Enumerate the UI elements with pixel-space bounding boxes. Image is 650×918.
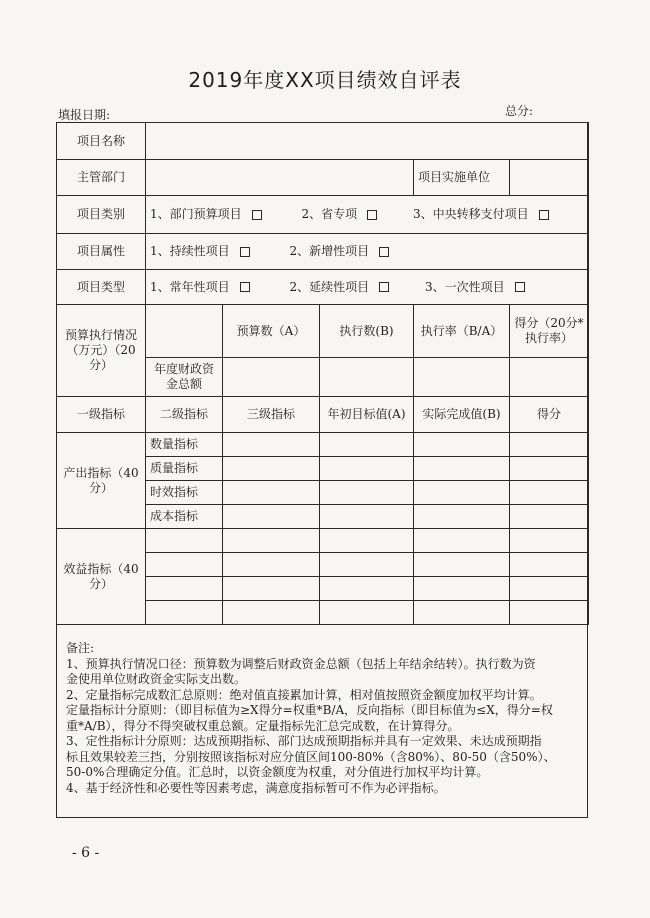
type-option-1-label: 1、常年性项目 xyxy=(150,279,230,294)
benefit-cell[interactable] xyxy=(414,601,510,625)
attribute-option-1[interactable] xyxy=(150,244,254,259)
output-item-quantity: 数量指标 xyxy=(146,433,223,457)
benefit-cell[interactable] xyxy=(320,601,414,625)
output-cell[interactable] xyxy=(223,505,320,529)
output-cell[interactable] xyxy=(223,481,320,505)
notes-line: 标且效果较差三挡，分别按照该指标对应分值区间100-80%（含80%）、80-50（含50%）、 xyxy=(66,749,556,764)
checkbox-icon[interactable] xyxy=(240,282,250,292)
category-option-2-label: 2、省专项 xyxy=(301,207,358,221)
benefit-cell[interactable] xyxy=(414,577,510,601)
benefit-cell[interactable] xyxy=(146,553,223,577)
budget-header-blank xyxy=(146,305,223,358)
project-attribute-options xyxy=(146,234,589,270)
output-item-cost: 成本指标 xyxy=(146,505,223,529)
budget-col-score: 得分（20分*执行率） xyxy=(510,305,589,358)
output-cell[interactable] xyxy=(223,457,320,481)
row-project-attribute xyxy=(57,234,589,270)
annual-fund-label: 年度财政资金总额 xyxy=(146,358,223,397)
category-option-2[interactable] xyxy=(301,207,381,222)
output-cell[interactable] xyxy=(510,481,589,505)
indicator-col-level2: 二级指标 xyxy=(146,397,223,433)
budget-col-b: 执行数(B) xyxy=(320,305,414,358)
notes-section xyxy=(66,641,582,796)
output-cell[interactable] xyxy=(414,433,510,457)
benefit-indicator-label: 效益指标（40分） xyxy=(57,529,146,625)
output-cell[interactable] xyxy=(223,433,320,457)
benefit-cell[interactable] xyxy=(146,529,223,553)
benefit-cell[interactable] xyxy=(320,553,414,577)
output-cell[interactable] xyxy=(320,433,414,457)
notes-title: 备注: xyxy=(66,641,95,655)
project-type-label: 项目类型 xyxy=(57,270,146,305)
row-project-type xyxy=(57,270,589,305)
row-output-1 xyxy=(57,433,589,457)
project-name-label: 项目名称 xyxy=(57,123,146,160)
total-score-label: 总分: xyxy=(505,104,534,118)
checkbox-icon[interactable] xyxy=(252,210,262,220)
output-indicator-label: 产出指标（40分） xyxy=(57,433,146,529)
notes-line: 定量指标计分原则：（即目标值为≥X得分=权重*B/A，反向指标（即目标值为≤X，得分=权 xyxy=(66,703,553,717)
output-item-quality: 质量指标 xyxy=(146,457,223,481)
self-evaluation-table xyxy=(56,122,589,625)
indicator-col-level3: 三级指标 xyxy=(223,397,320,433)
benefit-cell[interactable] xyxy=(414,529,510,553)
row-project-category xyxy=(57,196,589,234)
attribute-option-2[interactable] xyxy=(289,244,393,259)
row-indicator-header xyxy=(57,397,589,433)
category-option-1-label: 1、部门预算项目 xyxy=(150,207,242,221)
budget-a-value[interactable] xyxy=(223,358,320,397)
implementing-unit-value[interactable] xyxy=(510,160,589,196)
implementing-unit-label: 项目实施单位 xyxy=(414,160,510,196)
budget-col-rate: 执行率（B/A） xyxy=(414,305,510,358)
category-option-3[interactable] xyxy=(413,207,553,222)
form-title: 2019年度XX项目绩效自评表 xyxy=(188,68,462,92)
notes-line: 2、定量指标完成数汇总原则：绝对值直接累加计算，相对值按照资金额度加权平均计算。 xyxy=(66,687,542,702)
department-label: 主管部门 xyxy=(57,160,146,196)
project-category-label: 项目类别 xyxy=(57,196,146,234)
indicator-col-actual: 实际完成值(B) xyxy=(414,397,510,433)
benefit-cell[interactable] xyxy=(414,553,510,577)
benefit-cell[interactable] xyxy=(223,529,320,553)
notes-line: 3、定性指标计分原则：达成预期指标、部门达成预期指标并具有一定效果、未达成预期指 xyxy=(66,734,542,748)
budget-execution-label: 预算执行情况（万元）（20分） xyxy=(57,305,146,397)
benefit-cell[interactable] xyxy=(510,601,589,625)
notes-line: 50-0%合理确定分值。汇总时，以资金额度为权重，对分值进行加权平均计算。 xyxy=(66,765,489,779)
category-option-3-label: 3、中央转移支付项目 xyxy=(412,207,529,221)
benefit-cell[interactable] xyxy=(223,577,320,601)
type-option-3-label: 3、一次性项目 xyxy=(424,279,505,294)
output-cell[interactable] xyxy=(510,457,589,481)
benefit-cell[interactable] xyxy=(223,601,320,625)
indicator-col-target: 年初目标值(A) xyxy=(320,397,414,433)
benefit-cell[interactable] xyxy=(146,601,223,625)
project-attribute-label: 项目属性 xyxy=(57,234,146,270)
project-category-options xyxy=(146,196,589,234)
attribute-option-2-label: 2、新增性项目 xyxy=(289,244,370,258)
benefit-cell[interactable] xyxy=(510,529,589,553)
page-number: - 6 - xyxy=(72,845,100,861)
type-option-3[interactable] xyxy=(425,280,529,295)
output-cell[interactable] xyxy=(510,433,589,457)
checkbox-icon[interactable] xyxy=(515,282,525,292)
notes-line: 1、预算执行情况口径：预算数为调整后财政资金总额（包括上年结余结转）。执行数为资 xyxy=(66,656,536,671)
output-cell[interactable] xyxy=(510,505,589,529)
budget-rate-value[interactable] xyxy=(414,358,510,397)
output-cell[interactable] xyxy=(320,457,414,481)
checkbox-icon[interactable] xyxy=(240,247,250,257)
benefit-cell[interactable] xyxy=(146,577,223,601)
checkbox-icon[interactable] xyxy=(379,282,389,292)
type-option-2[interactable] xyxy=(289,280,393,295)
checkbox-icon[interactable] xyxy=(367,210,377,220)
type-option-1[interactable] xyxy=(150,280,254,295)
row-project-name xyxy=(57,123,589,160)
budget-col-a: 预算数（A） xyxy=(223,305,320,358)
output-cell[interactable] xyxy=(414,457,510,481)
project-name-value[interactable] xyxy=(146,123,589,160)
budget-b-value[interactable] xyxy=(320,358,414,397)
benefit-cell[interactable] xyxy=(223,553,320,577)
indicator-col-score: 得分 xyxy=(510,397,589,433)
indicator-col-level1: 一级指标 xyxy=(57,397,146,433)
notes-line: 重*A/B），得分不得突破权重总额。定量指标先汇总完成数，在计算得分。 xyxy=(66,718,460,733)
notes-line: 金使用单位财政资金实际支出数。 xyxy=(66,672,247,686)
benefit-cell[interactable] xyxy=(510,577,589,601)
type-option-2-label: 2、延续性项目 xyxy=(289,279,370,294)
checkbox-icon[interactable] xyxy=(379,247,389,257)
output-item-timeliness: 时效指标 xyxy=(146,481,223,505)
row-benefit-1 xyxy=(57,529,589,553)
row-budget-header xyxy=(57,305,589,358)
row-department xyxy=(57,160,589,196)
category-option-1[interactable] xyxy=(150,207,266,222)
attribute-option-1-label: 1、持续性项目 xyxy=(150,244,230,258)
project-type-options xyxy=(146,270,589,305)
fill-date-label: 填报日期: xyxy=(58,108,111,122)
output-cell[interactable] xyxy=(320,481,414,505)
benefit-cell[interactable] xyxy=(320,529,414,553)
department-value[interactable] xyxy=(146,160,414,196)
checkbox-icon[interactable] xyxy=(539,210,549,220)
budget-score-value[interactable] xyxy=(510,358,589,397)
benefit-cell[interactable] xyxy=(510,553,589,577)
output-cell[interactable] xyxy=(414,481,510,505)
output-cell[interactable] xyxy=(414,505,510,529)
output-cell[interactable] xyxy=(320,505,414,529)
notes-line: 4、基于经济性和必要性等因素考虑，满意度指标暂可不作为必评指标。 xyxy=(66,780,446,795)
benefit-cell[interactable] xyxy=(320,577,414,601)
